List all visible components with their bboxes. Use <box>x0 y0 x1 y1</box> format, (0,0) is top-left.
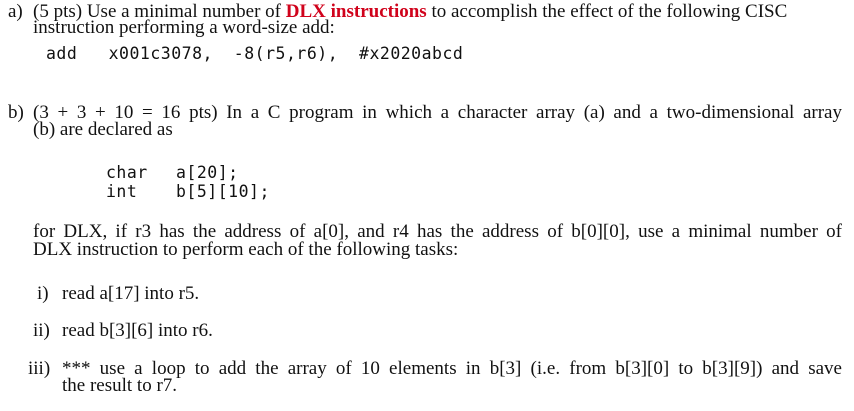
part-b-question-line2: (b) are declared as <box>33 119 173 140</box>
part-b-question-line1: (3 + 3 + 10 = 16 pts) In a C program in which a character array (a) and a two-dimensional array <box>33 102 842 123</box>
code-decl-char <box>106 163 239 183</box>
part-b-para-line2: DLX instruction to perform each of the following tasks: <box>33 239 459 260</box>
code-decl-int <box>106 182 270 202</box>
task-iii-text-line1: *** use a loop to add the array of 10 elements in b[3] (i.e. from b[3][0] to b[3][9]) and save <box>62 358 842 379</box>
part-a-question-line2: instruction performing a word-size add: <box>33 17 335 38</box>
code-decl-b: b[5][10]; <box>176 182 270 201</box>
code-type-int: int <box>106 182 138 201</box>
task-iii-label: iii) <box>28 358 51 379</box>
part-a-text-post: to accomplish the effect of the following CISC <box>426 1 788 22</box>
code-type-char: char <box>106 163 148 182</box>
task-ii-text: read b[3][6] into r6. <box>62 320 213 341</box>
task-i-text: read a[17] into r5. <box>62 283 200 304</box>
task-i-label: i) <box>37 283 49 304</box>
cisc-instruction-code: add x001c3078, -8(r5,r6), #x2020abcd <box>46 44 464 63</box>
part-a-text-pre: (5 pts) Use a minimal number of <box>33 1 286 22</box>
task-iii-text-line2: the result to r7. <box>62 375 178 396</box>
code-decl-a: a[20]; <box>176 163 239 182</box>
part-b-label: b) <box>8 102 24 123</box>
part-a-label: a) <box>8 1 23 22</box>
task-ii-label: ii) <box>33 320 50 341</box>
dlx-instructions-highlight: DLX instructions <box>285 1 427 22</box>
part-b-para-line1: for DLX, if r3 has the address of a[0], and r4 has the address of b[0][0], use a minimal number of <box>33 221 842 242</box>
